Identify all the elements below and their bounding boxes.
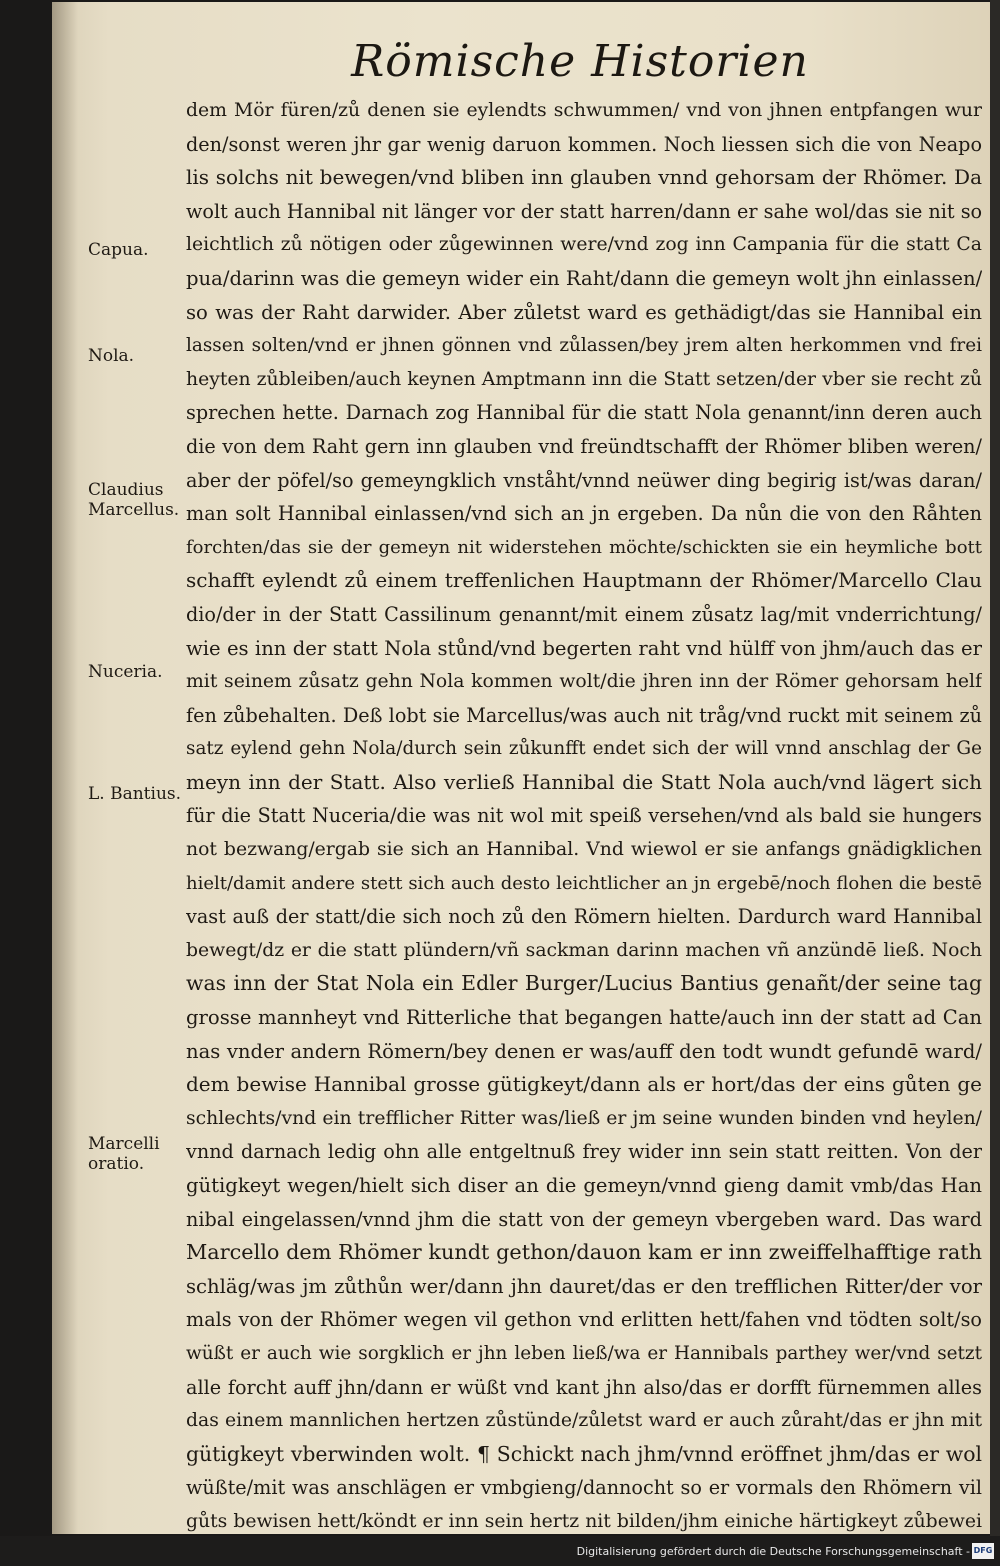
text-line: not bezwang/ergab sie sich an Hannibal. Vnd wiewol er sie anfangs gnädigklichen: [186, 839, 982, 861]
marginal-note-capua: Capua.: [88, 240, 149, 260]
text-line: meyn inn der Statt. Also verließ Hannibal die Statt Nola auch/vnd lägert sich: [186, 769, 982, 794]
text-line: gütigkeyt wegen/hielt sich diser an die gemeyn/vnnd gieng damit vmb/das Han: [186, 1174, 982, 1197]
text-line: aber der pöfel/so gemeyngklich vnståht/vnnd neüwer ding begirig ist/was daran/: [186, 468, 982, 492]
text-line: was inn der Stat Nola ein Edler Burger/Lucius Bantius genañt/der seine tag: [186, 971, 982, 996]
text-line: gütigkeyt vberwinden wolt. ¶ Schickt nach jhm/vnnd eröffnet jhm/das er wol: [186, 1441, 982, 1466]
text-line: grosse mannheyt vnd Ritterliche that begangen hatte/auch inn der statt ad Can: [186, 1006, 982, 1030]
text-line: lis solchs nit bewegen/vnd bliben inn glauben vnnd gehorsam der Rhömer. Da: [186, 165, 982, 190]
text-line: für die Statt Nuceria/die was nit wol mit speiß versehen/vnd als bald sie hungers: [186, 804, 982, 828]
text-line: Marcello dem Rhömer kundt gethon/dauon kam er inn zweiffelhafftige rath: [186, 1240, 982, 1265]
text-line: mals von der Rhömer wegen vil gethon vnd erlitten hett/fahen vnd tödten solt/so: [186, 1308, 982, 1332]
text-line: forchten/das sie der gemeyn nit widerstehen möchte/schickten sie ein heymliche bott: [186, 536, 982, 558]
marginal-note-l-bantius: L. Bantius.: [88, 784, 182, 804]
marginal-note-nola: Nola.: [88, 346, 135, 366]
text-line: schafft eylendt zů einem treffenlichen Hauptmann der Rhömer/Marcello Clau: [186, 568, 982, 593]
marginal-note-nuceria: Nuceria.: [88, 662, 163, 682]
text-line: dem Mör füren/zů denen sie eylendts schwummen/ vnd von jhnen entpfangen wur: [186, 100, 982, 121]
body-text: [186, 94, 982, 1536]
text-line: vast auß der statt/die sich noch zů den Römern hielten. Dardurch ward Hannibal: [186, 905, 982, 929]
spine-shadow: [52, 2, 78, 1534]
marginal-note-marcelli-oratio: Marcelli oratio.: [88, 1134, 160, 1174]
text-line: den/sonst weren jhr gar wenig daruon kommen. Noch liessen sich die von Neapo: [186, 132, 982, 156]
text-line: dem bewise Hannibal grosse gütigkeyt/dann als er hort/das der eins gůten ge: [186, 1072, 982, 1097]
running-head: Römische Historien: [351, 36, 809, 87]
text-line: die von dem Raht gern inn glauben vnd freündtschafft der Rhömer bliben weren/: [186, 434, 982, 458]
digitization-credit: Digitalisierung gefördert durch die Deutsche Forschungsgemeinschaft -: [576, 1545, 970, 1558]
text-line: leichtlich zů nötigen oder zůgewinnen were/vnd zog inn Campania für die statt Ca: [186, 234, 982, 256]
text-line: wüßte/mit was anschlägen er vmbgieng/dannocht so er vormals den Rhömern vil: [186, 1476, 982, 1500]
text-line: bewegt/dz er die statt plündern/vñ sackman darinn machen vñ anzündē ließ. Noch: [186, 939, 982, 961]
dfg-logo: DFG: [972, 1543, 994, 1559]
text-line: heyten zůbleiben/auch keynen Amptmann inn die Statt setzen/der vber sie recht zů: [186, 368, 982, 390]
marginal-note-claudius-marcellus: Claudius Marcellus.: [88, 480, 180, 520]
text-line: wolt auch Hannibal nit länger vor der statt harren/dann er sahe wol/das sie nit so: [186, 199, 982, 223]
text-line: wie es inn der statt Nola stůnd/vnd begerten raht vnd hülff von jhm/auch das er: [186, 636, 982, 660]
text-line: mit seinem zůsatz gehn Nola kommen wolt/die jhren inn der Römer gehorsam helf: [186, 671, 982, 693]
text-line: schläg/was jm zůthůn wer/dann jhn dauret/das er den trefflichen Ritter/der vor: [186, 1274, 982, 1298]
text-line: lassen solten/vnd er jhnen gönnen vnd zůlassen/bey jrem alten herkommen vnd frei: [186, 335, 982, 357]
text-line: gůts bewisen hett/köndt er inn sein hertz nit bilden/jhm einiche härtigkeyt zůbewei: [186, 1510, 982, 1532]
text-line: schlechts/vnd ein trefflicher Ritter was/ließ er jm seine wunden binden vnd heylen/: [186, 1107, 982, 1129]
text-line: satz eylend gehn Nola/durch sein zůkunfft endet sich der will vnnd anschlag der Ge: [186, 738, 982, 760]
text-line: vnnd darnach ledig ohn alle entgeltnuß frey wider inn sein statt reitten. Von der: [186, 1140, 982, 1164]
text-line: nibal eingelassen/vnnd jhm die statt von der gemeyn vbergeben ward. Das ward: [186, 1207, 982, 1231]
page-edge: [990, 0, 1000, 1536]
text-line: nas vnder andern Römern/bey denen er was/auff den todt wundt gefundē ward/: [186, 1039, 982, 1063]
text-line: das einem mannlichen hertzen zůstünde/zůletst ward er auch zůraht/das er jhn mit: [186, 1410, 982, 1432]
text-line: hielt/damit andere stett sich auch desto leichtlicher an jn ergebē/noch flohen die bestē: [186, 872, 982, 894]
text-line: pua/darinn was die gemeyn wider ein Raht/dann die gemeyn wolt jhn einlassen/: [186, 266, 982, 290]
text-line: so was der Raht darwider. Aber zůletst ward es gethädigt/das sie Hannibal ein: [186, 300, 982, 324]
text-line: dio/der in der Statt Cassilinum genannt/mit einem zůsatz lag/mit vnderrichtung/: [186, 602, 982, 626]
text-line: sprechen hette. Darnach zog Hannibal für die statt Nola genannt/inn deren auch: [186, 401, 982, 425]
text-line: alle forcht auff jhn/dann er wüßt vnd kant jhn also/das er dorfft fürnemmen alles: [186, 1375, 982, 1399]
text-line: man solt Hannibal einlassen/vnd sich an jn ergeben. Da nůn die von den Råhten: [186, 502, 982, 526]
text-line: fen zůbehalten. Deß lobt sie Marcellus/was auch nit tråg/vnd ruckt mit seinem zů: [186, 703, 982, 727]
text-line: wüßt er auch wie sorgklich er jhn leben ließ/wa er Hannibals parthey wer/vnd setzt: [186, 1342, 982, 1364]
